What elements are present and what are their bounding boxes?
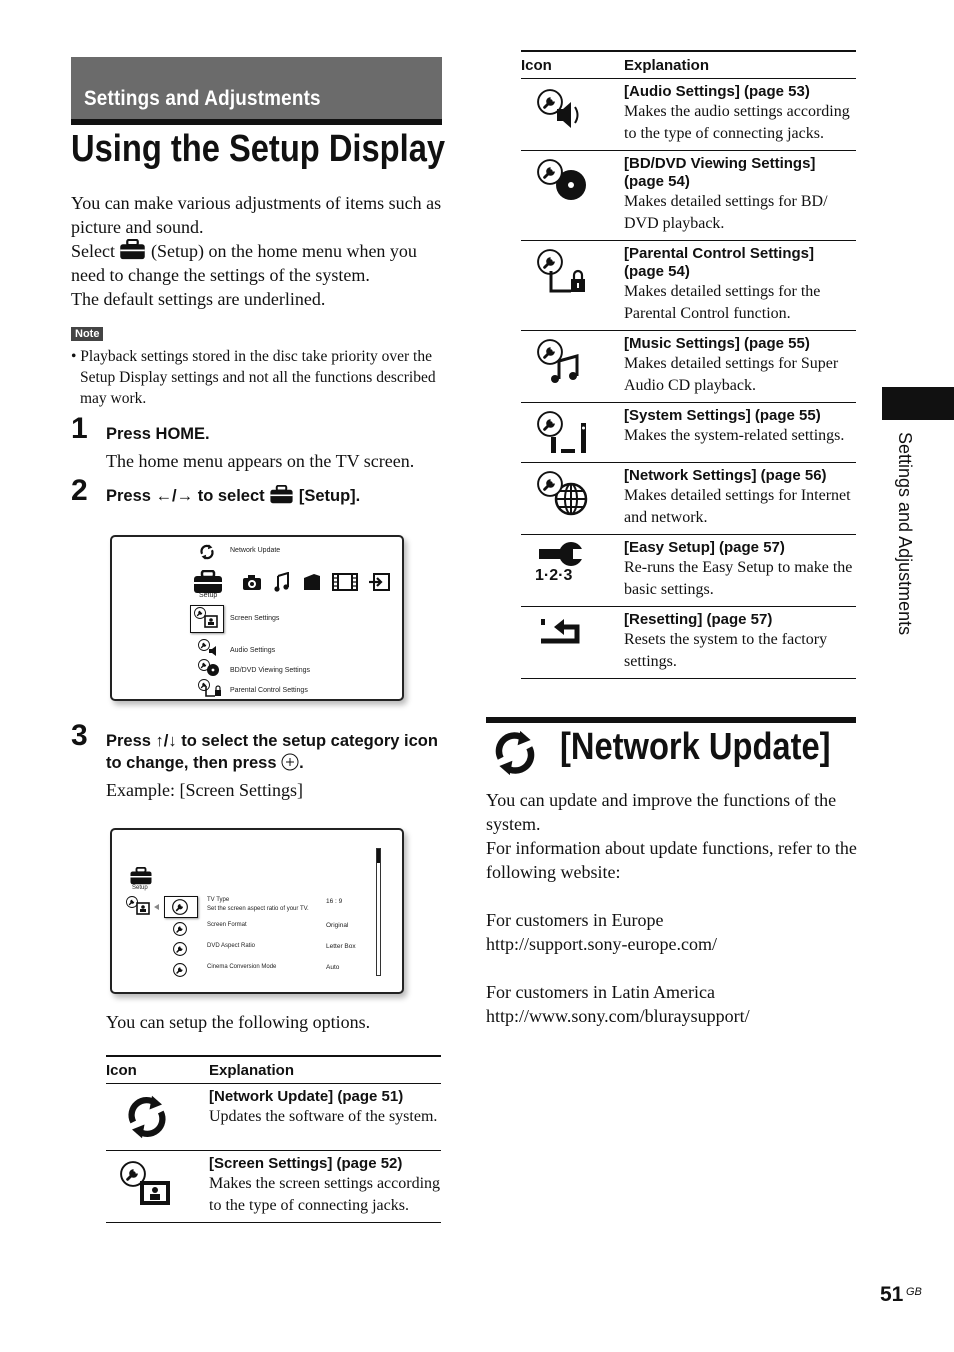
table-row	[521, 607, 856, 679]
europe-label: For customers in Europe	[486, 910, 664, 930]
network-settings-icon	[537, 471, 591, 517]
bd-dvd-settings-icon	[206, 663, 220, 677]
setting-row-value: 16 : 9	[326, 898, 343, 905]
step-1-number: 1	[71, 412, 88, 445]
options-intro: You can setup the following options.	[106, 1012, 371, 1032]
menu-label-parental: Parental Control Settings	[230, 687, 308, 694]
table-row	[106, 1151, 441, 1223]
bd-dvd-settings-icon	[537, 159, 591, 203]
network-update-icon	[198, 543, 216, 561]
note-text: • Playback settings stored in the disc take priority over the Setup Display settings and not all the functions described may work.	[71, 348, 436, 407]
intro-line-2: Select (Setup) on the home menu when you need to change the settings of the system.	[71, 241, 417, 285]
setting-row-value: Letter Box	[326, 943, 356, 950]
step-1-title: Press HOME.	[106, 425, 210, 443]
screen-settings-icon	[120, 1161, 174, 1207]
setup-toolbox-icon	[269, 485, 294, 504]
option-title: [Parental Control Settings] (page 54)	[624, 245, 815, 280]
screen-settings-icon	[204, 615, 218, 628]
option-desc: Makes the screen settings according to the type of connecting jacks.	[209, 1175, 441, 1214]
option-title: [Screen Settings] (page 52)	[209, 1155, 403, 1172]
page-number-suffix: GB	[906, 1286, 922, 1298]
network-update-icon	[486, 727, 544, 779]
table-row	[521, 403, 856, 463]
wrench-icon	[173, 942, 187, 956]
table-row	[521, 535, 856, 607]
music-icon	[274, 572, 290, 592]
column-header-icon: Icon	[521, 51, 624, 79]
intro-line-3: The default settings are underlined.	[71, 289, 326, 309]
step-1-desc: The home menu appears on the TV screen.	[106, 451, 415, 471]
easy-setup-digits: 1·2·3	[535, 567, 573, 584]
option-title: [System Settings] (page 55)	[624, 407, 821, 424]
enter-button-icon	[281, 753, 299, 771]
option-desc: Makes detailed settings for Internet and network.	[624, 487, 851, 526]
screen-settings-screenshot	[110, 828, 404, 994]
latam-url[interactable]: http://www.sony.com/bluraysupport/	[486, 1006, 750, 1026]
column-header-explanation: Explanation	[209, 1056, 441, 1084]
table-row	[521, 79, 856, 151]
table-header-row	[106, 1056, 441, 1084]
network-update-p2: For information about update functions, refer to the following website:	[486, 838, 857, 882]
network-update-title: [Network Update]	[560, 726, 831, 768]
option-desc: Updates the software of the system.	[209, 1108, 438, 1125]
music-settings-icon	[537, 339, 591, 383]
option-desc: Makes detailed settings for Super Audio CD playback.	[624, 355, 839, 394]
menu-label-network-update: Network Update	[230, 547, 281, 554]
table-row	[521, 241, 856, 331]
option-title: [Music Settings] (page 55)	[624, 335, 810, 352]
screen-settings-icon	[136, 902, 150, 915]
option-title: [BD/DVD Viewing Settings] (page 54)	[624, 155, 816, 190]
easy-setup-icon	[537, 541, 585, 567]
scrollbar-thumb[interactable]	[377, 849, 380, 863]
latam-label: For customers in Latin America	[486, 982, 715, 1002]
setup-toolbox-icon	[119, 239, 146, 260]
menu-label-setup: Setup	[132, 885, 148, 891]
step-3-desc: Example: [Screen Settings]	[106, 780, 303, 800]
table-header-row	[521, 51, 856, 79]
network-update-p1: You can update and improve the functions of the system.	[486, 790, 837, 834]
chapter-tab-label-container	[893, 432, 915, 692]
column-header-icon: Icon	[106, 1056, 209, 1084]
chapter-tab	[882, 387, 954, 420]
setup-toolbox-icon	[129, 867, 153, 885]
video-icon	[332, 573, 358, 591]
table-row	[521, 331, 856, 403]
option-desc: Makes the system-related settings.	[624, 427, 845, 444]
home-menu-screenshot	[110, 535, 404, 701]
wrench-icon	[173, 963, 187, 977]
system-settings-icon	[537, 411, 591, 457]
column-header-explanation: Explanation	[624, 51, 856, 79]
menu-label-audio-settings: Audio Settings	[230, 647, 276, 654]
options-table-right	[521, 50, 856, 679]
option-desc: Resets the system to the factory settings.	[624, 631, 828, 670]
scrollbar[interactable]	[376, 848, 381, 976]
input-icon	[368, 573, 390, 591]
option-desc: Makes detailed settings for the Parental Control function.	[624, 283, 821, 322]
menu-label-screen-settings: Screen Settings	[230, 615, 280, 622]
audio-settings-icon	[537, 89, 591, 133]
table-row	[106, 1084, 441, 1151]
section-banner-label: Settings and Adjustments	[84, 87, 321, 110]
setting-row-value: Original	[326, 922, 349, 929]
parental-control-icon	[537, 249, 591, 295]
setting-row-label[interactable]: TV Type	[207, 897, 230, 903]
intro-line-1: You can make various adjustments of items such as picture and sound.	[71, 193, 442, 237]
audio-settings-icon	[208, 645, 220, 657]
step-2-number: 2	[71, 474, 88, 507]
network-update-body	[486, 788, 858, 1028]
option-title: [Easy Setup] (page 57)	[624, 539, 785, 556]
arrow-left-icon	[154, 904, 160, 910]
network-update-icon	[122, 1092, 172, 1142]
menu-label-bd-dvd: BD/DVD Viewing Settings	[230, 667, 311, 674]
option-desc: Makes detailed settings for BD/ DVD playback.	[624, 193, 828, 232]
chapter-tab-label: Settings and Adjustments	[895, 432, 915, 636]
menu-label-setup: Setup	[199, 592, 218, 599]
options-table-left	[106, 1055, 441, 1223]
step-3-title: Press ↑/↓ to select the setup category icon to change, then press .	[106, 732, 438, 772]
note-badge: Note	[71, 327, 103, 341]
table-row	[521, 151, 856, 241]
setting-row-label[interactable]: DVD Aspect Ratio	[207, 943, 256, 949]
europe-url[interactable]: http://support.sony-europe.com/	[486, 934, 717, 954]
page-title: Using the Setup Display	[71, 128, 446, 170]
resetting-icon	[537, 615, 587, 655]
option-title: [Audio Settings] (page 53)	[624, 83, 810, 100]
setting-row-value: Auto	[326, 964, 340, 971]
intro-text	[71, 191, 443, 311]
step-3-number: 3	[71, 719, 88, 752]
section-banner	[71, 57, 442, 125]
section-divider	[486, 717, 856, 723]
option-desc: Re-runs the Easy Setup to make the basic settings.	[624, 559, 853, 598]
setting-row-label[interactable]: Screen Format	[207, 922, 247, 928]
parental-control-icon	[204, 684, 222, 697]
option-title: [Network Settings] (page 56)	[624, 467, 827, 484]
option-title: [Resetting] (page 57)	[624, 611, 773, 628]
setting-row-label[interactable]: Cinema Conversion Mode	[207, 964, 277, 970]
wrench-icon	[172, 899, 188, 915]
option-desc: Makes the audio settings according to the type of connecting jacks.	[624, 103, 850, 142]
setup-toolbox-icon	[192, 570, 224, 594]
setting-row-sub: Set the screen aspect ratio of your TV.	[207, 906, 309, 912]
photo-icon	[242, 574, 262, 591]
disc-case-icon	[302, 572, 322, 592]
table-row	[521, 463, 856, 535]
step-2-title: Press ←/→ to select [Setup].	[106, 487, 361, 505]
option-title: [Network Update] (page 51)	[209, 1088, 404, 1105]
wrench-icon	[173, 922, 187, 936]
page-number: 51	[880, 1283, 904, 1306]
